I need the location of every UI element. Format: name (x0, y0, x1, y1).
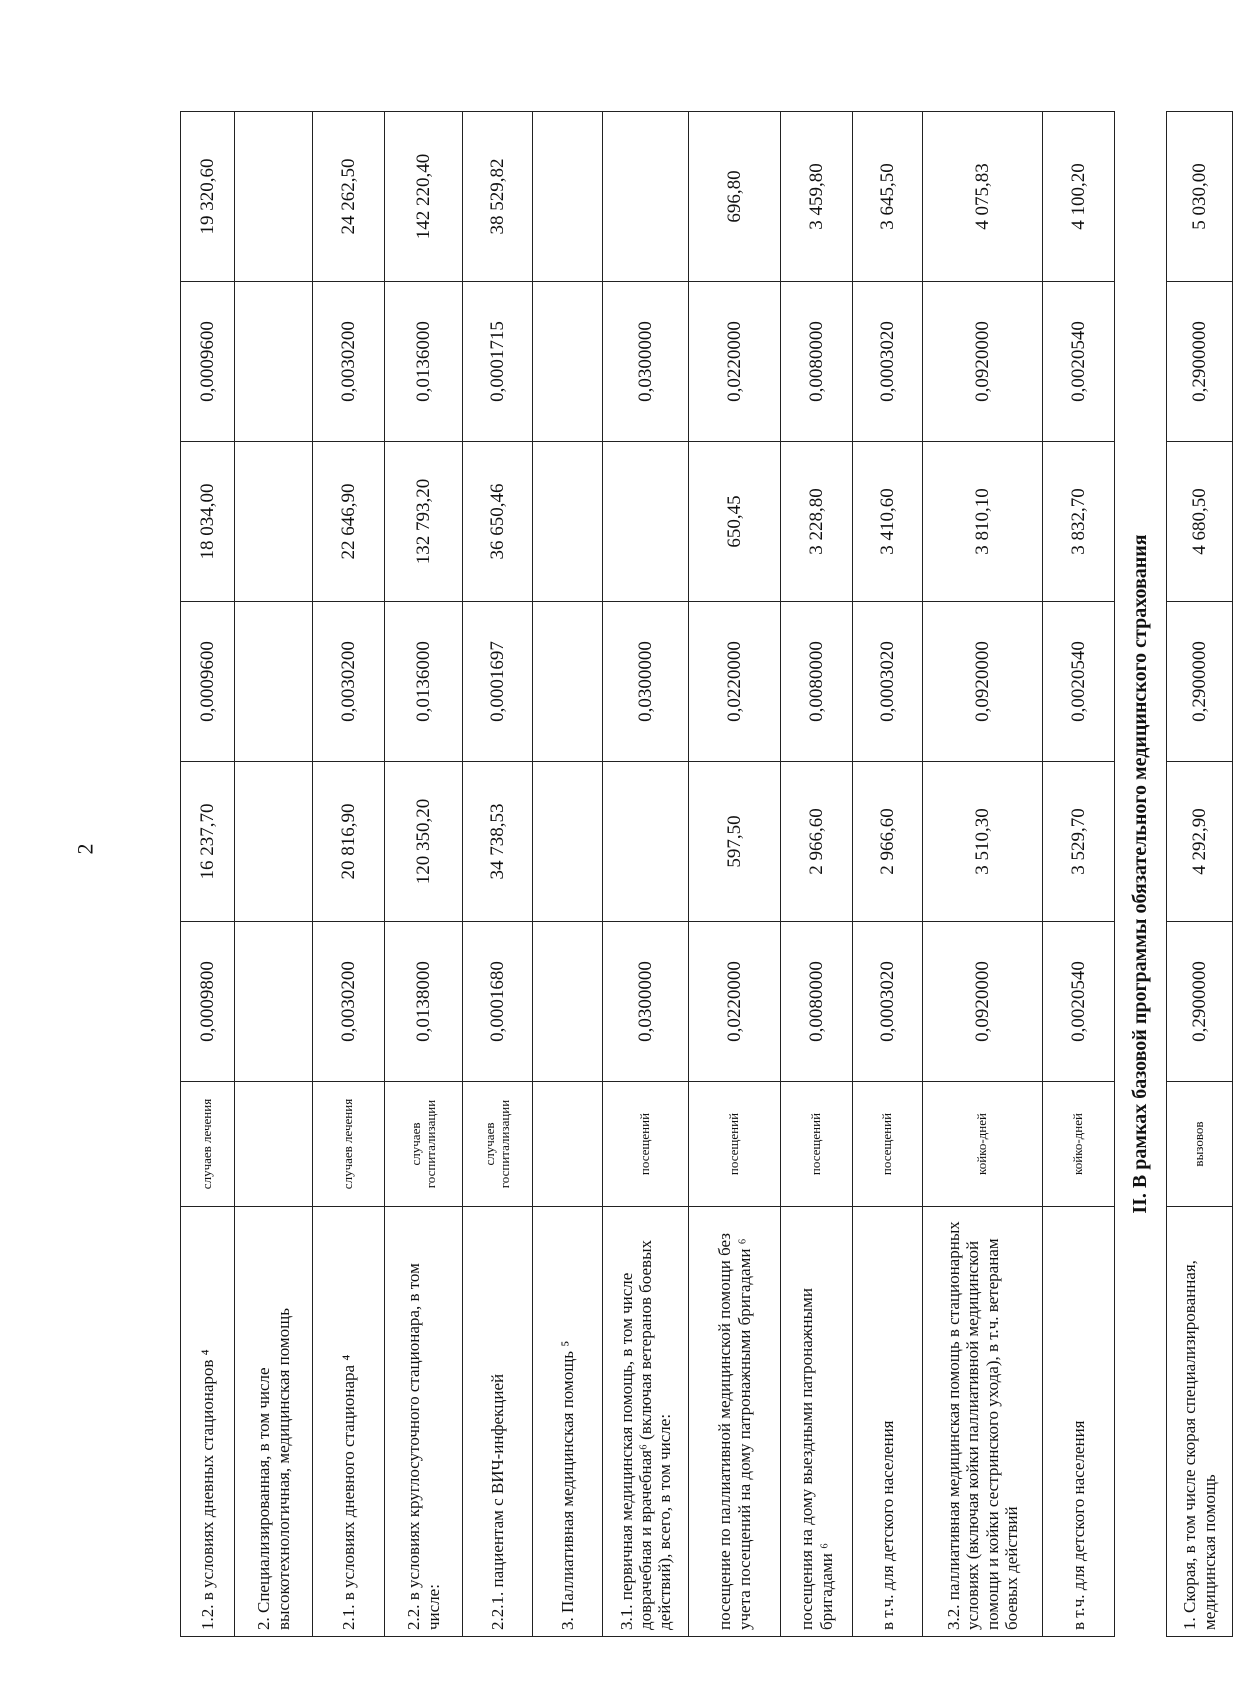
row-value-cell: 0,0003020 (853, 282, 923, 442)
row-value-cell: 0,0020540 (1043, 602, 1115, 762)
row-name-cell: 2.2.1. пациентам с ВИЧ-инфекцией (463, 1207, 533, 1637)
row-value-cell: 696,80 (689, 112, 781, 282)
row-value-cell: 3 645,50 (853, 112, 923, 282)
row-value-cell: 16 237,70 (181, 762, 235, 922)
rotated-table-wrapper (180, 112, 1232, 1637)
row-value-cell: 0,0138000 (385, 922, 463, 1082)
row-name-cell: посещения на дому выездными патронажными бригадами ⁶ (781, 1207, 853, 1637)
row-value-cell (603, 442, 689, 602)
row-value-cell: 5 030,00 (1167, 112, 1233, 282)
row-value-cell: 2 966,60 (853, 762, 923, 922)
row-value-cell (533, 602, 603, 762)
table-row (385, 112, 463, 1637)
row-value-cell (235, 762, 313, 922)
row-name-cell: в т.ч. для детского населения (1043, 1207, 1115, 1637)
table-row (235, 112, 313, 1637)
row-value-cell: 0,0136000 (385, 282, 463, 442)
row-value-cell: 20 816,90 (313, 762, 385, 922)
row-value-cell (235, 922, 313, 1082)
row-value-cell: 0,0300000 (603, 602, 689, 762)
row-value-cell: 0,2900000 (1167, 602, 1233, 762)
row-value-cell: 0,0001680 (463, 922, 533, 1082)
row-value-cell: 19 320,60 (181, 112, 235, 282)
table-row (853, 112, 923, 1637)
table-row (923, 112, 1043, 1637)
row-value-cell: 0,0009600 (181, 602, 235, 762)
table-row (603, 112, 689, 1637)
row-value-cell: 0,0009800 (181, 922, 235, 1082)
row-value-cell: 0,0001715 (463, 282, 533, 442)
row-value-cell (603, 112, 689, 282)
row-value-cell: 0,0030200 (313, 602, 385, 762)
row-name-cell: 3.2. паллиативная медицинская помощь в стационарных условиях (включая койки паллиативной медицинской помощи и койки сестринского ухода), в т.ч. ветеранам боевых действий (923, 1207, 1043, 1637)
row-value-cell: 3 810,10 (923, 442, 1043, 602)
row-value-cell: 0,0220000 (689, 922, 781, 1082)
row-value-cell: 0,0003020 (853, 602, 923, 762)
row-value-cell (235, 442, 313, 602)
row-value-cell (603, 762, 689, 922)
row-value-cell (533, 282, 603, 442)
table-row (1167, 112, 1233, 1637)
row-value-cell: 0,0020540 (1043, 282, 1115, 442)
row-value-cell: 0,0030200 (313, 922, 385, 1082)
table-row (689, 112, 781, 1637)
row-value-cell (533, 442, 603, 602)
row-unit-cell (533, 1082, 603, 1207)
row-name-cell: 2.1. в условиях дневного стационара ⁴ (313, 1207, 385, 1637)
row-value-cell: 3 832,70 (1043, 442, 1115, 602)
row-value-cell: 0,0009600 (181, 282, 235, 442)
row-value-cell (235, 112, 313, 282)
section-title: II. В рамках базовой программы обязательного медицинского страхования (1115, 112, 1167, 1637)
row-value-cell: 0,0300000 (603, 922, 689, 1082)
row-value-cell: 4 075,83 (923, 112, 1043, 282)
row-unit-cell: случаев лечения (181, 1082, 235, 1207)
row-value-cell: 0,2900000 (1167, 922, 1233, 1082)
table-row (533, 112, 603, 1637)
row-value-cell: 0,0220000 (689, 282, 781, 442)
row-value-cell (533, 762, 603, 922)
row-value-cell: 0,0920000 (923, 922, 1043, 1082)
row-unit-cell: случаев госпитализации (385, 1082, 463, 1207)
row-value-cell: 0,0920000 (923, 282, 1043, 442)
row-value-cell: 0,0003020 (853, 922, 923, 1082)
norms-table (180, 111, 1233, 1637)
row-value-cell: 2 966,60 (781, 762, 853, 922)
row-value-cell (533, 922, 603, 1082)
row-value-cell: 3 459,80 (781, 112, 853, 282)
row-value-cell: 3 228,80 (781, 442, 853, 602)
row-name-cell: 3.1. первичная медицинская помощь, в том числе доврачебная и врачебная⁶ (включая ветеранов боевых действий), всего, в том числе: (603, 1207, 689, 1637)
row-value-cell: 4 292,90 (1167, 762, 1233, 922)
table-row (313, 112, 385, 1637)
row-value-cell: 34 738,53 (463, 762, 533, 922)
table-row (463, 112, 533, 1637)
row-name-cell: посещение по паллиативной медицинской помощи без учета посещений на дому патронажными бригадами ⁶ (689, 1207, 781, 1637)
row-value-cell: 0,0136000 (385, 602, 463, 762)
row-value-cell: 24 262,50 (313, 112, 385, 282)
row-name-cell: 2. Специализированная, в том числе высокотехнологичная, медицинская помощь (235, 1207, 313, 1637)
row-unit-cell: койко-дней (923, 1082, 1043, 1207)
row-value-cell: 3 410,60 (853, 442, 923, 602)
row-value-cell: 0,0080000 (781, 282, 853, 442)
row-value-cell: 0,0080000 (781, 602, 853, 762)
row-value-cell: 597,50 (689, 762, 781, 922)
row-unit-cell: вызовов (1167, 1082, 1233, 1207)
row-value-cell: 22 646,90 (313, 442, 385, 602)
row-value-cell: 36 650,46 (463, 442, 533, 602)
row-value-cell: 0,0030200 (313, 282, 385, 442)
row-unit-cell: посещений (781, 1082, 853, 1207)
row-name-cell: 1.2. в условиях дневных стационаров ⁴ (181, 1207, 235, 1637)
row-unit-cell: койко-дней (1043, 1082, 1115, 1207)
row-unit-cell: посещений (603, 1082, 689, 1207)
row-value-cell: 120 350,20 (385, 762, 463, 922)
row-value-cell: 0,0920000 (923, 602, 1043, 762)
table-row (781, 112, 853, 1637)
row-value-cell: 142 220,40 (385, 112, 463, 282)
table-sheet (180, 112, 1232, 1637)
section-row (1115, 112, 1167, 1637)
row-value-cell: 0,2900000 (1167, 282, 1233, 442)
row-value-cell: 0,0001697 (463, 602, 533, 762)
row-value-cell: 3 529,70 (1043, 762, 1115, 922)
row-value-cell: 0,0220000 (689, 602, 781, 762)
row-value-cell: 0,0020540 (1043, 922, 1115, 1082)
row-name-cell: в т.ч. для детского населения (853, 1207, 923, 1637)
row-value-cell: 4 680,50 (1167, 442, 1233, 602)
row-value-cell: 3 510,30 (923, 762, 1043, 922)
row-unit-cell: случаев лечения (313, 1082, 385, 1207)
row-unit-cell: случаев госпитализации (463, 1082, 533, 1207)
row-unit-cell: посещений (853, 1082, 923, 1207)
row-name-cell: 3. Паллиативная медицинская помощь ⁵ (533, 1207, 603, 1637)
page-number: 2 (72, 843, 98, 855)
row-unit-cell (235, 1082, 313, 1207)
row-value-cell: 0,0080000 (781, 922, 853, 1082)
row-value-cell: 0,0300000 (603, 282, 689, 442)
row-value-cell (533, 112, 603, 282)
row-value-cell: 4 100,20 (1043, 112, 1115, 282)
table-body (181, 112, 1233, 1637)
table-row (1043, 112, 1115, 1637)
row-unit-cell: посещений (689, 1082, 781, 1207)
row-value-cell: 650,45 (689, 442, 781, 602)
row-value-cell (235, 282, 313, 442)
row-value-cell (235, 602, 313, 762)
row-name-cell: 1. Скорая, в том числе скорая специализированная, медицинская помощь (1167, 1207, 1233, 1637)
row-value-cell: 38 529,82 (463, 112, 533, 282)
row-value-cell: 18 034,00 (181, 442, 235, 602)
table-row (181, 112, 235, 1637)
row-name-cell: 2.2. в условиях круглосуточного стационара, в том числе: (385, 1207, 463, 1637)
row-value-cell: 132 793,20 (385, 442, 463, 602)
